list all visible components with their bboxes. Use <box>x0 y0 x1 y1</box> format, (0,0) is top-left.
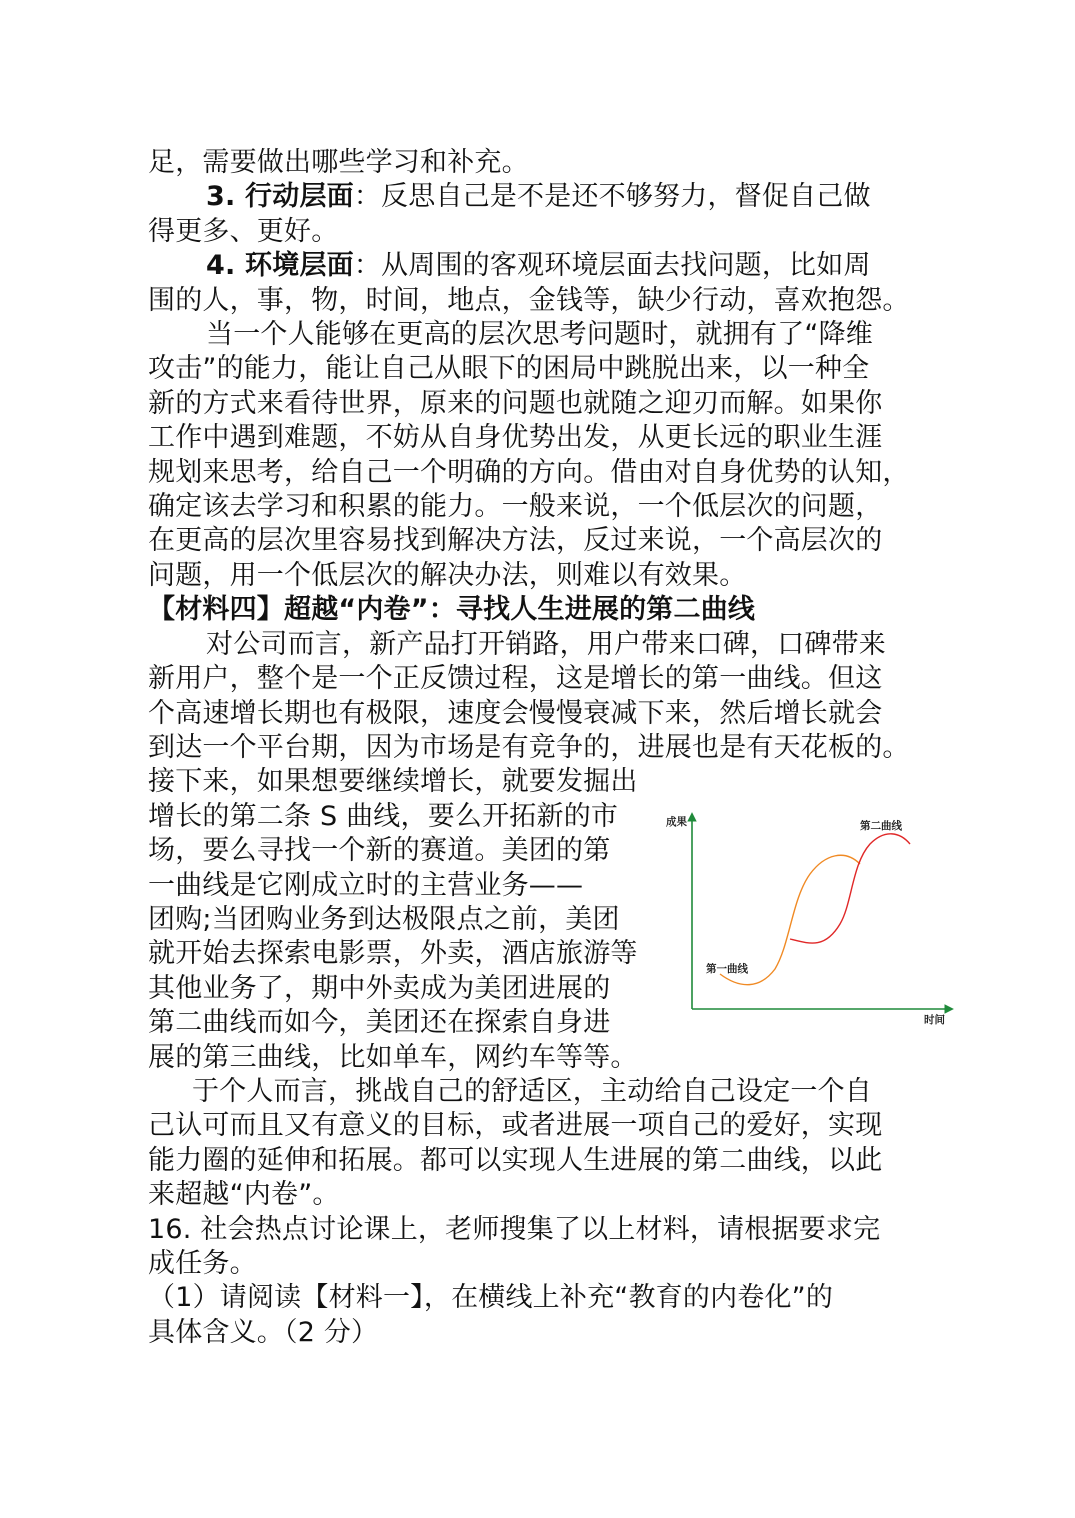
text-line: 场，要么寻找一个新的赛道。美团的第 <box>148 835 611 867</box>
text-line: 问题，用一个低层次的解决办法，则难以有效果。 <box>148 559 747 591</box>
text-line: 具体含义。（2 分） <box>148 1316 379 1348</box>
document-body <box>148 146 938 1350</box>
heading-action-level: 3. 行动层面 <box>206 181 354 213</box>
text-line: 成任务。 <box>148 1248 257 1279</box>
x-axis-label: 时间 <box>924 1014 945 1026</box>
text-line: 一曲线是它刚成立时的主营业务—— <box>148 869 584 901</box>
text-line: 3. 行动层面：反思自己是不是还不够努力，督促自己做 <box>206 181 871 213</box>
text-line: 来超越“内卷”。 <box>148 1179 340 1211</box>
text-line: 确定该去学习和积累的能力。一般来说，一个低层次的问题， <box>148 491 883 523</box>
text-line: 攻击”的能力，能让自己从眼下的困局中跳脱出来，以一种全 <box>148 353 870 385</box>
text-line: 得更多、更好。 <box>148 215 339 247</box>
text-line: 到达一个平台期，因为市场是有竞争的，进展也是有天花板的。 <box>148 731 910 763</box>
text-line: 其他业务了，期中外卖成为美团进展的 <box>148 972 611 1004</box>
heading-environment-level: 4. 环境层面 <box>206 250 354 282</box>
text-line: 个高速增长期也有极限，速度会慢慢衰减下来，然后增长就会 <box>148 697 883 729</box>
text-line: 4. 环境层面：从周围的客观环境层面去找问题，比如周 <box>206 250 871 282</box>
text-line: 团购;当团购业务到达极限点之前，美团 <box>148 903 620 935</box>
question-16-part-1: （1）请阅读【材料一】，在横线上补充“教育的内卷化”的 <box>148 1282 834 1314</box>
text-line: 第二曲线而如今，美团还在探索自身进 <box>148 1007 611 1039</box>
second-curve-label: 第二曲线 <box>860 820 902 832</box>
text-line: 对公司而言，新产品打开销路，用户带来口碑，口碑带来 <box>206 628 886 660</box>
s-curve-diagram <box>660 804 960 1034</box>
text-line: 围的人，事，物，时间，地点，金钱等，缺少行动，喜欢抱怨。 <box>148 284 910 316</box>
text-line: 工作中遇到难题，不妨从自身优势出发，从更长远的职业生涯 <box>148 422 883 454</box>
text-line: 新的方式来看待世界，原来的问题也就随之迎刃而解。如果你 <box>148 387 883 419</box>
text-line: 己认可而且又有意义的目标，或者进展一项自己的爱好，实现 <box>148 1110 883 1142</box>
first-curve-label: 第一曲线 <box>706 963 748 975</box>
question-16: 16. 社会热点讨论课上，老师搜集了以上材料，请根据要求完 <box>148 1213 881 1245</box>
text-line: 于个人而言，挑战自己的舒适区，主动给自己设定一个自 <box>192 1075 872 1107</box>
second-curve-figure <box>660 804 960 1034</box>
text-line: 足，需要做出哪些学习和补充。 <box>148 147 529 178</box>
text-line: 增长的第二条 S 曲线，要么开拓新的市 <box>148 800 619 832</box>
second-curve-line <box>790 834 910 943</box>
text-line: 在更高的层次里容易找到解决方法，反过来说，一个高层次的 <box>148 525 883 557</box>
text-line: 展的第三曲线，比如单车，网约车等等。 <box>148 1041 638 1073</box>
text-line: 就开始去探索电影票，外卖，酒店旅游等 <box>148 938 638 970</box>
text-line: 接下来，如果想要继续增长，就要发掘出 <box>148 766 638 798</box>
text-line: 规划来思考，给自己一个明确的方向。借由对自身优势的认知， <box>148 456 910 488</box>
text-line: 新用户，整个是一个正反馈过程，这是增长的第一曲线。但这 <box>148 663 883 695</box>
text-line: 当一个人能够在更高的层次思考问题时，就拥有了“降维 <box>206 319 873 351</box>
section-title-material-four: 【材料四】超越“内卷”：寻找人生进展的第二曲线 <box>148 594 756 626</box>
y-axis-label: 成果 <box>666 816 687 828</box>
text-line: 能力圈的延伸和拓展。都可以实现人生进展的第二曲线，以此 <box>148 1144 883 1176</box>
